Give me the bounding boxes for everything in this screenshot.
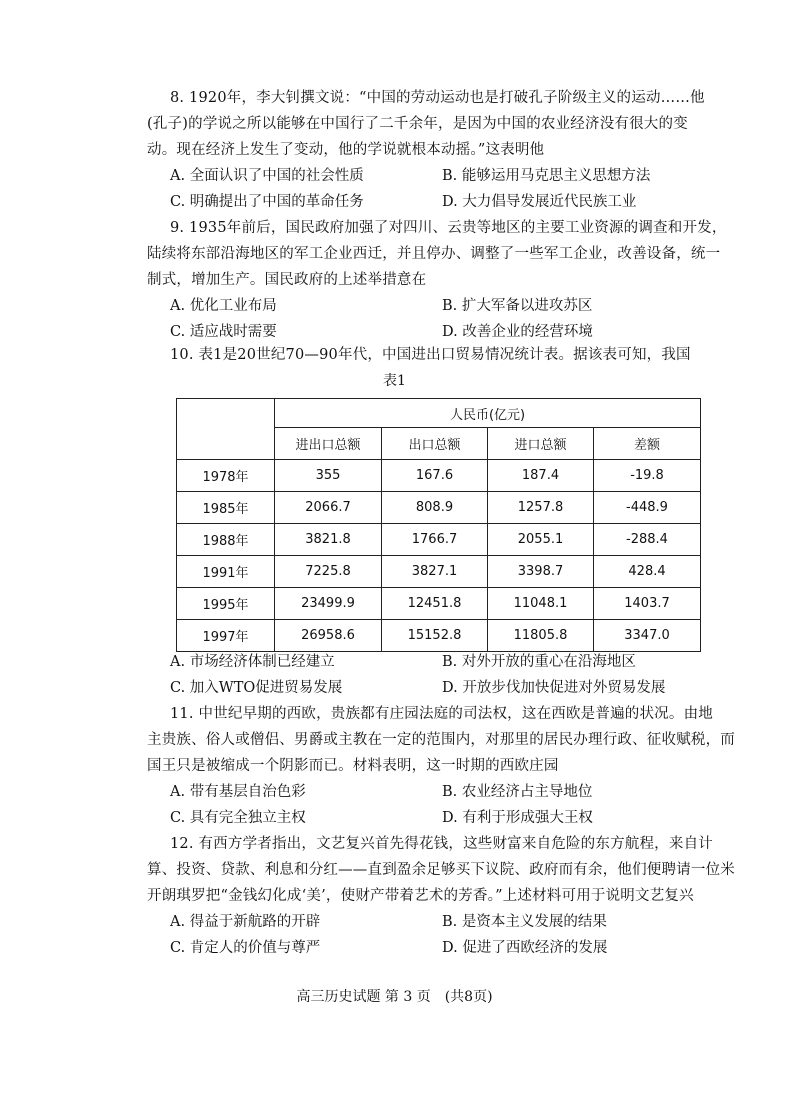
q11-option-c[interactable]: C. 具有完全独立主权	[170, 810, 306, 826]
q12-stem-line-2: 算、投资、贷款、利息和分红——直到盈余足够买下议院、政府而有余，他们便聘请一位米	[147, 862, 735, 878]
table-cell: 355	[275, 460, 382, 492]
q10-option-a[interactable]: A. 市场经济体制已经建立	[170, 654, 335, 670]
table-cell: 23499.9	[275, 588, 382, 620]
q9-stem-line-1: 9. 1935年前后，国民政府加强了对四川、云贵等地区的主要工业资源的调查和开发，	[170, 220, 727, 236]
table-cell: 808.9	[382, 492, 488, 524]
q12-option-b[interactable]: B. 是资本主义发展的结果	[442, 914, 607, 930]
q9-option-d[interactable]: D. 改善企业的经营环境	[442, 324, 593, 340]
q8-option-b[interactable]: B. 能够运用马克思主义思想方法	[442, 168, 651, 184]
table-cell: 26958.6	[275, 620, 382, 652]
table-corner-cell	[177, 399, 275, 460]
q9-stem-line-2: 陆续将东部沿海地区的军工企业西迁，并且停办、调整了一些军工企业，改善设备，统一	[147, 246, 721, 262]
q12-stem-line-3: 开朗琪罗把“金钱幻化成‘美’，使财产带着艺术的芳香。”上述材料可用于说明文艺复兴	[147, 888, 694, 904]
q9-option-b[interactable]: B. 扩大军备以进攻苏区	[442, 298, 593, 314]
table-cell: 2055.1	[488, 524, 594, 556]
q12-option-d[interactable]: D. 促进了西欧经济的发展	[442, 940, 608, 956]
table-cell: 3398.7	[488, 556, 594, 588]
q11-option-b[interactable]: B. 农业经济占主导地位	[442, 784, 593, 800]
q9-option-c[interactable]: C. 适应战时需要	[170, 324, 277, 340]
q8-option-d[interactable]: D. 大力倡导发展近代民族工业	[442, 194, 637, 210]
year-cell: 1988年	[177, 524, 275, 556]
year-cell: 1997年	[177, 620, 275, 652]
year-cell: 1991年	[177, 556, 275, 588]
q8-stem-line-1: 8. 1920年，李大钊撰文说：“中国的劳动运动也是打破孔子阶级主义的运动……他	[170, 90, 705, 106]
table-caption: 表1	[383, 373, 406, 389]
table-row	[177, 588, 701, 620]
q9-option-a[interactable]: A. 优化工业布局	[170, 298, 277, 314]
table-cell: 3347.0	[594, 620, 701, 652]
table-cell: 7225.8	[275, 556, 382, 588]
table-cell: -19.8	[594, 460, 701, 492]
table-cell: -448.9	[594, 492, 701, 524]
column-header: 进出口总额	[275, 428, 382, 460]
q8-option-a[interactable]: A. 全面认识了中国的社会性质	[170, 168, 364, 184]
table-cell: -288.4	[594, 524, 701, 556]
q11-stem-line-1: 11. 中世纪早期的西欧，贵族都有庄园法庭的司法权，这在西欧是普遍的状况。由地	[170, 706, 713, 722]
table-cell: 11805.8	[488, 620, 594, 652]
table-cell: 1766.7	[382, 524, 488, 556]
q11-stem-line-3: 国王只是被缩成一个阴影而已。材料表明，这一时期的西欧庄园	[147, 758, 559, 774]
table-cell: 15152.8	[382, 620, 488, 652]
table-row	[177, 492, 701, 524]
table-row	[177, 620, 701, 652]
column-header: 出口总额	[382, 428, 488, 460]
q11-stem-line-2: 主贵族、俗人或僧侣、男爵或主教在一定的范围内，对那里的居民办理行政、征收赋税，而	[147, 732, 735, 748]
q11-option-d[interactable]: D. 有利于形成强大王权	[442, 810, 593, 826]
table-cell: 1403.7	[594, 588, 701, 620]
q10-option-d[interactable]: D. 开放步伐加快促进对外贸易发展	[442, 680, 666, 696]
q9-stem-line-3: 制式，增加生产。国民政府的上述举措意在	[147, 272, 427, 288]
trade-statistics-table	[176, 398, 701, 652]
q8-option-c[interactable]: C. 明确提出了中国的革命任务	[170, 194, 364, 210]
column-header: 进口总额	[488, 428, 594, 460]
table-row	[177, 460, 701, 492]
table-cell: 3821.8	[275, 524, 382, 556]
table-cell: 428.4	[594, 556, 701, 588]
table-row	[177, 556, 701, 588]
table-group-header: 人民币(亿元)	[275, 399, 701, 428]
year-cell: 1995年	[177, 588, 275, 620]
table-cell: 12451.8	[382, 588, 488, 620]
q10-stem-line-1: 10. 表1是20世纪70—90年代，中国进出口贸易情况统计表。据该表可知，我国	[170, 347, 691, 363]
year-cell: 1985年	[177, 492, 275, 524]
q12-option-a[interactable]: A. 得益于新航路的开辟	[170, 914, 321, 930]
table-cell: 187.4	[488, 460, 594, 492]
q12-stem-line-1: 12. 有西方学者指出，文艺复兴首先得花钱，这些财富来自危险的东方航程，来自计	[170, 836, 713, 852]
q8-stem-line-2: (孔子)的学说之所以能够在中国行了二千余年，是因为中国的农业经济没有很大的变	[147, 116, 688, 132]
table-cell: 11048.1	[488, 588, 594, 620]
table-cell: 167.6	[382, 460, 488, 492]
year-cell: 1978年	[177, 460, 275, 492]
table-cell: 1257.8	[488, 492, 594, 524]
q10-option-b[interactable]: B. 对外开放的重心在沿海地区	[442, 654, 636, 670]
table-row	[177, 524, 701, 556]
q12-option-c[interactable]: C. 肯定人的价值与尊严	[170, 940, 321, 956]
q11-option-a[interactable]: A. 带有基层自治色彩	[170, 784, 306, 800]
q8-stem-line-3: 动。现在经济上发生了变动，他的学说就根本动摇。”这表明他	[147, 142, 545, 158]
column-header: 差额	[594, 428, 701, 460]
q10-option-c[interactable]: C. 加入WTO促进贸易发展	[170, 680, 343, 696]
table-cell: 2066.7	[275, 492, 382, 524]
table-cell: 3827.1	[382, 556, 488, 588]
page-footer: 高三历史试题 第 3 页 (共8页)	[296, 989, 493, 1005]
